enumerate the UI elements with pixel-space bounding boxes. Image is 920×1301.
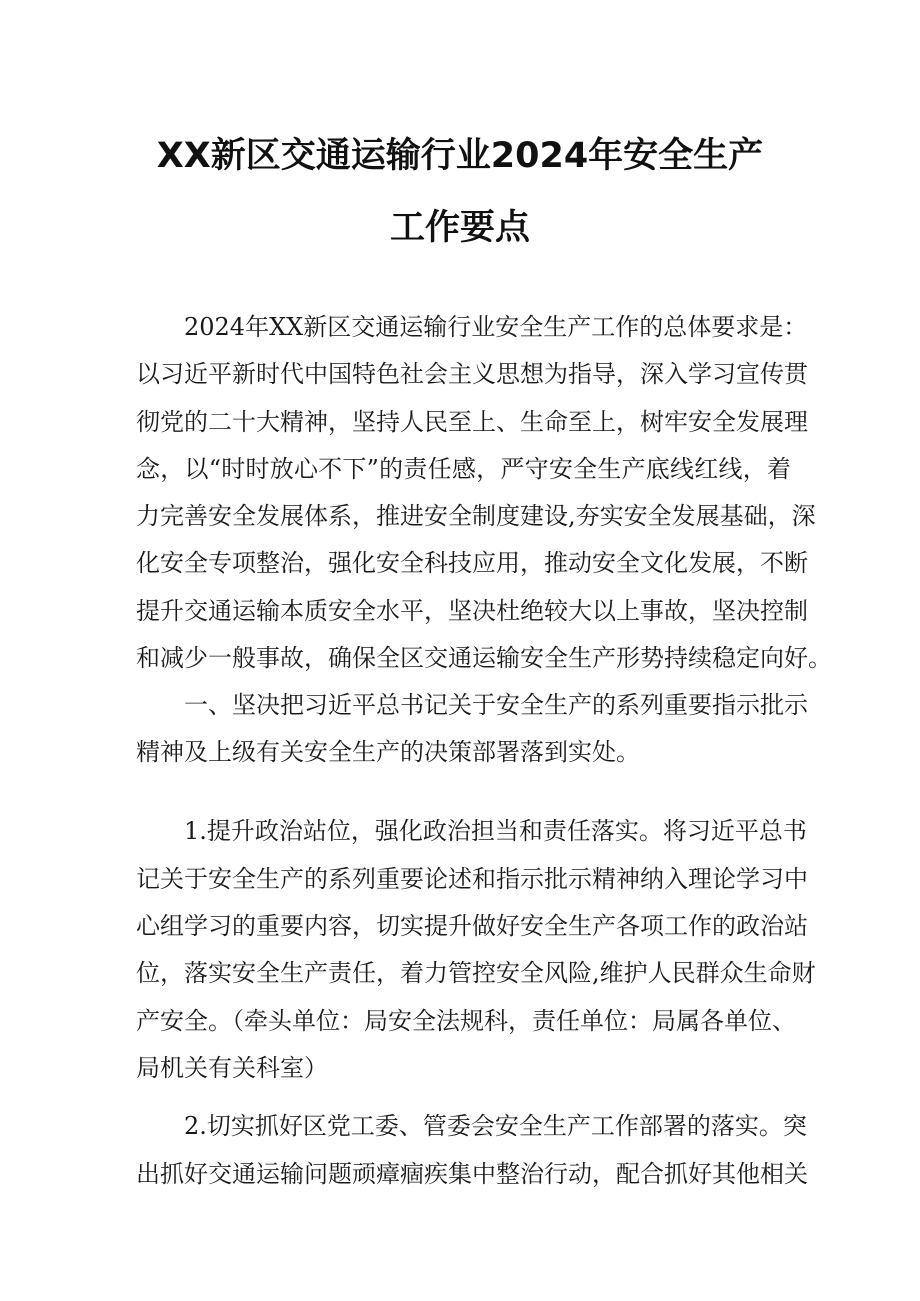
body-line: 2024年XX新区交通运输行业安全生产工作的总体要求是： <box>184 313 808 341</box>
item-line: 1.提升政治站位，强化政治担当和责任落实。将习近平总书 <box>184 817 807 845</box>
section-heading-line: 一、坚决把习近平总书记关于安全生产的系列重要指示批示 <box>184 691 808 719</box>
item-line: 局机关有关科室） <box>136 1054 328 1082</box>
section-heading-line: 精神及上级有关安全生产的决策部署落到实处。 <box>136 738 640 766</box>
item-line: 出抓好交通运输问题顽瘴痼疾集中整治行动，配合抓好其他相关 <box>136 1160 808 1188</box>
body-line: 念，以“时时放心不下”的责任感，严守安全生产底线红线，着 <box>136 455 791 483</box>
item-line: 2.切实抓好区党工委、管委会安全生产工作部署的落实。突 <box>184 1112 807 1140</box>
item-line: 心组学习的重要内容，切实提升做好安全生产各项工作的政治站 <box>136 912 808 940</box>
item-line: 记关于安全生产的系列重要论述和指示批示精神纳入理论学习中 <box>136 865 808 893</box>
body-line: 化安全专项整治，强化安全科技应用，推动安全文化发展，不断 <box>136 549 808 577</box>
body-line: 和减少一般事故，确保全区交通运输安全生产形势持续稳定向好。 <box>136 644 832 672</box>
document-title-line-1: XX新区交通运输行业2024年安全生产 <box>156 136 764 176</box>
item-line: 产安全。（牵头单位：局安全法规科，责任单位：局属各单位、 <box>136 1007 796 1035</box>
body-line: 提升交通运输本质安全水平，坚决杜绝较大以上事故，坚决控制 <box>136 597 808 625</box>
item-line: 位，落实安全生产责任，着力管控安全风险,维护人民群众生命财 <box>136 959 816 987</box>
document-title-line-2: 工作要点 <box>389 208 530 248</box>
body-line: 力完善安全发展体系，推进安全制度建设,夯实安全发展基础，深 <box>136 502 816 530</box>
body-line: 彻党的二十大精神，坚持人民至上、生命至上，树牢安全发展理 <box>136 408 808 436</box>
body-line: 以习近平新时代中国特色社会主义思想为指导，深入学习宣传贯 <box>136 360 808 388</box>
